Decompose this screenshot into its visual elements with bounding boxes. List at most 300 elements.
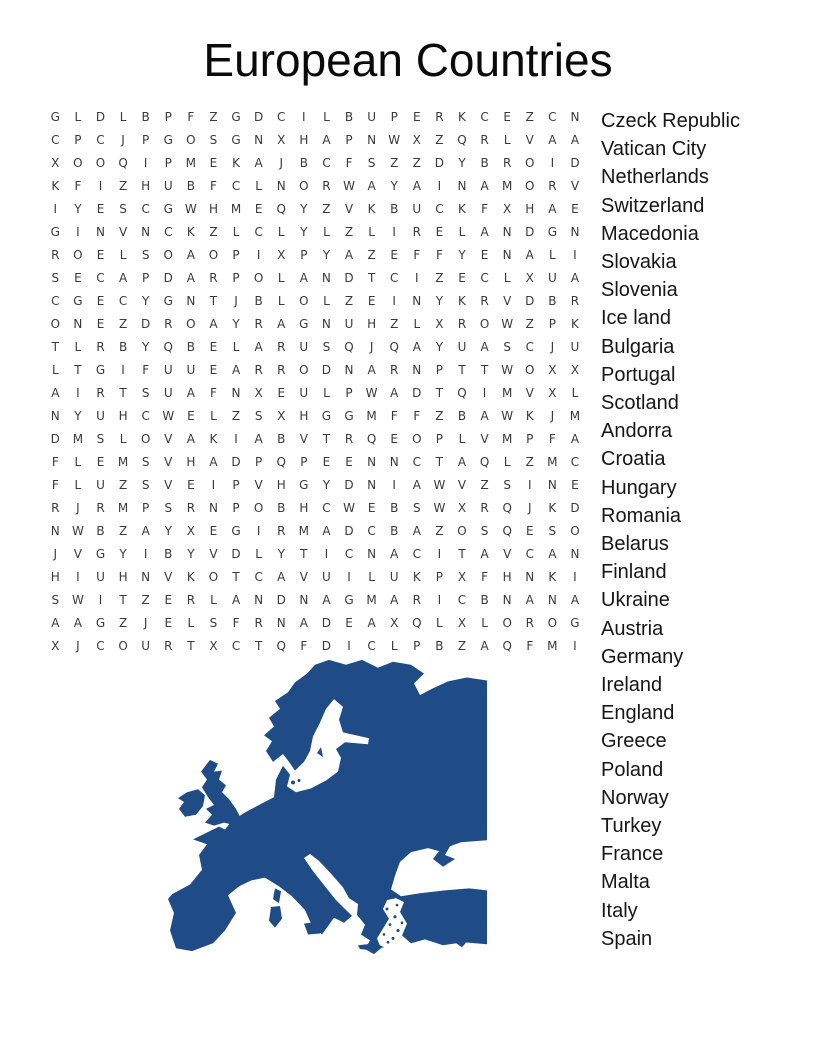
grid-cell: Y: [458, 155, 466, 170]
word-list-item: Vatican City: [601, 138, 707, 161]
grid-cell: D: [344, 523, 354, 538]
grid-cell: H: [118, 408, 128, 423]
word-list-item: Ice land: [601, 307, 672, 330]
grid-cell: F: [51, 454, 59, 469]
grid-cell: A: [390, 385, 399, 400]
grid-cell: S: [209, 615, 218, 630]
grid-cell: Z: [344, 293, 354, 308]
grid-cell: I: [211, 477, 216, 492]
grid-cell: I: [392, 293, 396, 308]
grid-cell: C: [480, 270, 489, 285]
grid-cell: V: [503, 546, 512, 561]
grid-cell: V: [525, 132, 534, 147]
grid-cell: Z: [141, 592, 150, 607]
grid-cell: C: [231, 178, 241, 193]
grid-cell: I: [437, 546, 442, 561]
grid-cell: E: [322, 454, 331, 469]
grid-cell: I: [98, 178, 103, 193]
grid-cell: G: [570, 615, 580, 630]
grid-cell: A: [367, 362, 376, 377]
grid-cell: A: [412, 523, 421, 538]
grid-cell: P: [255, 454, 263, 469]
grid-cell: M: [117, 454, 129, 469]
grid-cell: X: [548, 385, 557, 400]
grid-cell: F: [300, 638, 308, 653]
grid-cell: R: [254, 316, 263, 331]
grid-cell: D: [95, 109, 106, 124]
grid-cell: B: [390, 523, 399, 538]
grid-cell: A: [141, 523, 150, 538]
grid-cell: A: [412, 477, 421, 492]
grid-cell: D: [344, 477, 354, 492]
word-list-item: Austria: [601, 617, 664, 640]
grid-cell: A: [570, 132, 580, 147]
grid-cell: X: [570, 362, 580, 377]
grid-cell: Z: [435, 270, 444, 285]
grid-cell: A: [344, 247, 354, 262]
grid-cell: V: [209, 546, 218, 561]
grid-cell: S: [322, 339, 331, 354]
grid-cell: Z: [118, 615, 128, 630]
grid-cell: C: [254, 569, 263, 584]
grid-cell: Y: [322, 477, 331, 492]
grid-cell: S: [164, 500, 173, 515]
grid-cell: L: [74, 454, 82, 469]
grid-cell: N: [254, 132, 264, 147]
grid-cell: P: [345, 132, 353, 147]
grid-cell: A: [209, 454, 218, 469]
grid-cell: H: [118, 569, 128, 584]
grid-cell: B: [277, 431, 286, 446]
grid-cell: B: [480, 155, 489, 170]
grid-cell: P: [526, 431, 534, 446]
grid-cell: G: [95, 615, 106, 630]
grid-cell: W: [184, 201, 197, 216]
grid-cell: J: [369, 339, 374, 354]
grid-cell: D: [141, 316, 151, 331]
grid-cell: A: [254, 155, 263, 170]
grid-cell: R: [344, 431, 354, 446]
grid-cell: Z: [231, 408, 241, 423]
europe-map-graphic: [162, 652, 490, 958]
grid-cell: L: [368, 224, 375, 239]
grid-cell: A: [412, 339, 421, 354]
grid-cell: V: [73, 546, 82, 561]
grid-cell: H: [525, 201, 535, 216]
grid-cell: U: [322, 569, 331, 584]
grid-cell: P: [164, 155, 172, 170]
grid-cell: M: [569, 408, 581, 423]
grid-cell: A: [457, 454, 467, 469]
grid-cell: F: [413, 247, 421, 262]
word-list-item: Turkey: [601, 815, 662, 838]
grid-cell: K: [458, 109, 466, 124]
grid-cell: P: [232, 247, 240, 262]
grid-cell: N: [141, 569, 151, 584]
word-list-item: Scotland: [601, 392, 679, 415]
grid-cell: X: [277, 132, 286, 147]
grid-cell: U: [570, 339, 580, 354]
grid-cell: T: [458, 362, 466, 377]
grid-cell: A: [186, 247, 195, 262]
grid-cell: S: [51, 592, 60, 607]
grid-cell: T: [51, 339, 59, 354]
grid-cell: G: [95, 546, 106, 561]
grid-cell: F: [232, 615, 240, 630]
grid-cell: L: [119, 431, 127, 446]
grid-cell: Q: [412, 615, 422, 630]
grid-cell: G: [50, 109, 60, 124]
grid-cell: P: [142, 500, 150, 515]
grid-cell: J: [53, 546, 58, 561]
grid-cell: E: [367, 293, 376, 308]
grid-cell: D: [434, 155, 445, 170]
grid-cell: N: [570, 109, 580, 124]
grid-cell: Q: [479, 454, 490, 469]
grid-cell: D: [570, 155, 580, 170]
grid-cell: E: [209, 339, 218, 354]
grid-cell: G: [231, 109, 241, 124]
grid-cell: L: [481, 615, 488, 630]
grid-cell: R: [254, 615, 263, 630]
grid-cell: F: [51, 477, 59, 492]
grid-cell: U: [186, 362, 196, 377]
grid-cell: O: [502, 615, 512, 630]
grid-cell: T: [435, 454, 444, 469]
grid-cell: Y: [119, 546, 127, 561]
grid-cell: E: [96, 201, 105, 216]
word-list-item: Bulgaria: [601, 335, 675, 358]
grid-cell: C: [548, 109, 557, 124]
grid-cell: P: [142, 270, 150, 285]
grid-cell: N: [50, 408, 60, 423]
grid-cell: E: [187, 477, 195, 492]
grid-cell: X: [457, 569, 467, 584]
grid-cell: O: [95, 155, 106, 170]
grid-cell: L: [255, 178, 262, 193]
word-list-item: Romania: [601, 504, 682, 527]
grid-cell: L: [119, 247, 127, 262]
grid-cell: C: [435, 201, 444, 216]
grid-cell: D: [570, 500, 580, 515]
grid-cell: R: [164, 316, 173, 331]
word-list-item: Czeck Republic: [601, 110, 740, 132]
grid-cell: D: [50, 431, 60, 446]
grid-cell: O: [73, 247, 83, 262]
grid-cell: J: [527, 500, 532, 515]
grid-cell: N: [389, 454, 399, 469]
grid-cell: S: [96, 431, 105, 446]
grid-cell: I: [234, 431, 238, 446]
grid-cell: T: [458, 546, 466, 561]
grid-cell: C: [412, 546, 421, 561]
grid-cell: Y: [435, 293, 444, 308]
word-list-item: Andorra: [601, 420, 673, 443]
grid-cell: B: [548, 293, 557, 308]
word-list-item: Finland: [601, 561, 667, 584]
grid-cell: T: [119, 592, 127, 607]
grid-cell: Y: [300, 224, 308, 239]
grid-cell: T: [480, 362, 489, 377]
grid-cell: K: [548, 569, 557, 584]
grid-cell: L: [323, 224, 330, 239]
grid-cell: B: [344, 109, 354, 124]
grid-cell: N: [367, 454, 377, 469]
grid-cell: R: [480, 132, 489, 147]
grid-cell: O: [208, 247, 219, 262]
grid-cell: L: [187, 615, 195, 630]
grid-cell: W: [343, 500, 355, 515]
grid-cell: V: [164, 454, 173, 469]
grid-cell: B: [457, 408, 467, 423]
grid-cell: F: [345, 155, 353, 170]
grid-cell: P: [548, 316, 556, 331]
grid-cell: T: [435, 385, 444, 400]
grid-cell: W: [71, 523, 84, 538]
grid-cell: A: [322, 523, 331, 538]
grid-cell: O: [547, 615, 558, 630]
grid-cell: R: [277, 339, 286, 354]
grid-cell: Z: [435, 408, 444, 423]
grid-cell: C: [322, 155, 331, 170]
grid-cell: R: [164, 638, 173, 653]
grid-cell: O: [118, 638, 128, 653]
grid-cell: V: [457, 477, 467, 492]
grid-cell: S: [141, 247, 150, 262]
grid-cell: E: [254, 201, 263, 216]
grid-cell: L: [571, 385, 579, 400]
grid-cell: O: [208, 569, 219, 584]
grid-cell: C: [96, 270, 105, 285]
grid-cell: A: [186, 270, 195, 285]
grid-cell: Z: [390, 155, 399, 170]
grid-cell: I: [76, 569, 80, 584]
grid-cell: M: [298, 523, 309, 538]
grid-cell: A: [186, 385, 195, 400]
grid-cell: M: [501, 431, 513, 446]
word-list-item: Italy: [601, 899, 638, 922]
grid-cell: W: [388, 132, 401, 147]
grid-cell: I: [573, 638, 577, 653]
grid-cell: D: [412, 385, 422, 400]
grid-cell: D: [525, 293, 535, 308]
europe-landmass: [168, 660, 487, 954]
grid-cell: O: [186, 132, 196, 147]
grid-cell: T: [119, 385, 127, 400]
grid-cell: L: [255, 546, 262, 561]
word-list-item: Netherlands: [601, 166, 709, 189]
grid-cell: H: [141, 178, 151, 193]
word-list-item: Ukraine: [601, 589, 670, 612]
grid-cell: G: [163, 132, 173, 147]
grid-cell: Q: [366, 431, 377, 446]
grid-cell: H: [502, 569, 512, 584]
grid-cell: R: [254, 362, 263, 377]
grid-cell: S: [51, 270, 60, 285]
grid-cell: E: [96, 454, 105, 469]
grid-cell: Z: [209, 224, 218, 239]
grid-cell: K: [186, 224, 195, 239]
grid-cell: G: [95, 362, 106, 377]
grid-cell: O: [299, 178, 309, 193]
grid-cell: B: [164, 546, 173, 561]
grid-cell: C: [254, 224, 263, 239]
grid-cell: K: [51, 178, 60, 193]
grid-cell: P: [232, 500, 240, 515]
grid-cell: I: [527, 477, 532, 492]
grid-cell: A: [570, 592, 580, 607]
grid-cell: J: [550, 408, 555, 423]
grid-cell: P: [390, 109, 398, 124]
grid-cell: W: [501, 408, 514, 423]
word-list-item: France: [601, 843, 664, 866]
grid-cell: L: [549, 247, 556, 262]
grid-cell: R: [525, 615, 534, 630]
grid-cell: A: [186, 431, 195, 446]
grid-cell: N: [525, 569, 535, 584]
grid-cell: A: [390, 546, 399, 561]
grid-cell: C: [367, 523, 376, 538]
grid-cell: E: [345, 615, 353, 630]
grid-cell: H: [186, 454, 196, 469]
grid-cell: U: [299, 339, 309, 354]
grid-cell: W: [71, 592, 84, 607]
grid-cell: E: [209, 523, 218, 538]
grid-cell: V: [164, 431, 173, 446]
grid-cell: U: [344, 316, 354, 331]
grid-cell: N: [547, 592, 557, 607]
grid-cell: A: [480, 638, 489, 653]
grid-cell: C: [390, 270, 399, 285]
grid-cell: E: [390, 431, 398, 446]
grid-cell: P: [435, 431, 444, 446]
grid-cell: Z: [118, 477, 128, 492]
grid-cell: N: [412, 293, 422, 308]
grid-cell: I: [324, 546, 329, 561]
grid-cell: K: [367, 201, 376, 216]
grid-cell: M: [117, 500, 129, 515]
grid-cell: O: [73, 155, 83, 170]
grid-cell: Q: [276, 454, 286, 469]
grid-cell: L: [74, 477, 82, 492]
grid-cell: N: [254, 592, 264, 607]
grid-cell: P: [300, 247, 308, 262]
grid-cell: Y: [232, 316, 240, 331]
grid-cell: Z: [412, 155, 421, 170]
grid-cell: N: [457, 178, 467, 193]
grid-cell: C: [525, 339, 534, 354]
grid-cell: D: [344, 270, 354, 285]
grid-cell: E: [390, 247, 398, 262]
grid-cell: O: [525, 155, 535, 170]
grid-cell: Z: [322, 201, 331, 216]
grid-cell: L: [390, 638, 398, 653]
grid-cell: A: [322, 132, 331, 147]
grid-cell: O: [412, 431, 422, 446]
grid-cell: N: [367, 132, 377, 147]
grid-cell: R: [480, 500, 489, 515]
word-list-item: Norway: [601, 786, 669, 809]
grid-cell: F: [74, 178, 82, 193]
grid-cell: C: [367, 638, 376, 653]
grid-cell: X: [457, 615, 467, 630]
grid-cell: P: [232, 270, 240, 285]
grid-cell: A: [412, 178, 421, 193]
grid-cell: N: [276, 615, 286, 630]
grid-cell: N: [141, 224, 151, 239]
grid-cell: X: [277, 247, 286, 262]
word-list-item: England: [601, 702, 675, 725]
grid-cell: I: [347, 569, 351, 584]
grid-cell: N: [208, 500, 218, 515]
grid-cell: N: [367, 477, 377, 492]
grid-cell: O: [479, 316, 490, 331]
grid-cell: U: [96, 569, 105, 584]
grid-cell: L: [119, 109, 127, 124]
word-list-item: Croatia: [601, 448, 666, 471]
grid-cell: R: [51, 500, 60, 515]
grid-cell: F: [390, 408, 398, 423]
grid-cell: N: [344, 362, 354, 377]
grid-cell: E: [187, 408, 195, 423]
grid-cell: A: [480, 178, 489, 193]
grid-cell: H: [208, 201, 218, 216]
word-list-item: Slovenia: [601, 279, 678, 302]
grid-cell: R: [51, 247, 60, 262]
grid-cell: H: [50, 569, 60, 584]
grid-cell: V: [570, 178, 580, 193]
grid-cell: L: [74, 339, 82, 354]
grid-cell: Y: [322, 247, 331, 262]
grid-cell: I: [437, 592, 442, 607]
grid-cell: G: [547, 224, 558, 239]
grid-cell: V: [164, 477, 173, 492]
grid-cell: N: [502, 247, 512, 262]
grid-cell: S: [412, 500, 421, 515]
grid-cell: N: [502, 224, 512, 239]
grid-cell: I: [143, 155, 148, 170]
grid-cell: T: [187, 638, 195, 653]
grid-cell: S: [503, 477, 511, 492]
grid-cell: E: [209, 362, 218, 377]
grid-cell: X: [51, 155, 60, 170]
word-list-item: Switzerland: [601, 194, 705, 217]
grid-cell: H: [299, 500, 309, 515]
grid-cell: I: [76, 224, 80, 239]
grid-cell: D: [321, 638, 332, 653]
grid-cell: B: [435, 638, 444, 653]
grid-cell: Z: [435, 523, 444, 538]
grid-cell: K: [571, 316, 579, 331]
grid-cell: Y: [74, 201, 82, 216]
grid-cell: L: [51, 362, 59, 377]
grid-cell: N: [502, 592, 512, 607]
grid-cell: E: [480, 247, 489, 262]
grid-cell: Z: [390, 316, 399, 331]
grid-cell: A: [480, 224, 489, 239]
grid-cell: M: [366, 408, 377, 423]
grid-cell: E: [345, 454, 353, 469]
grid-cell: I: [121, 362, 125, 377]
grid-cell: C: [277, 109, 286, 124]
grid-cell: C: [322, 500, 331, 515]
grid-cell: I: [143, 546, 148, 561]
grid-cell: T: [300, 546, 308, 561]
grid-cell: N: [95, 224, 105, 239]
europe-map: [162, 652, 490, 958]
grid-cell: S: [367, 155, 376, 170]
grid-cell: G: [231, 523, 241, 538]
